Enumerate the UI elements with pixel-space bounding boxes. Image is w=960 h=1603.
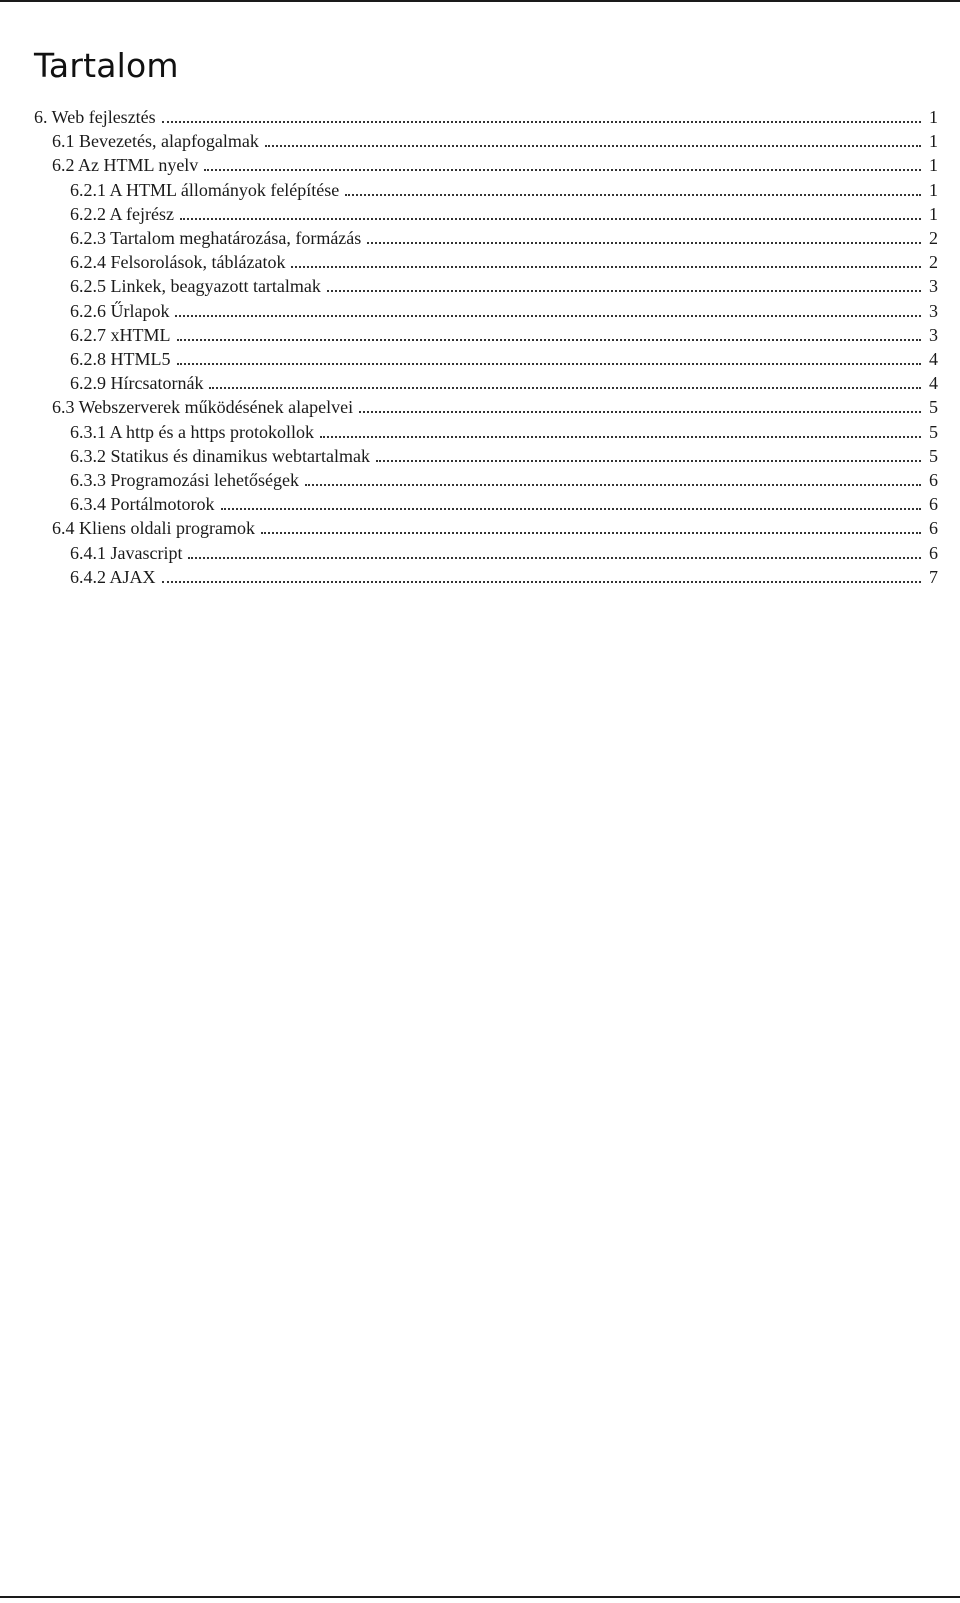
toc-dot-leader [359,410,921,413]
toc-entry-page: 1 [929,107,938,127]
toc-entry-page: 4 [929,349,938,369]
toc-dot-leader [204,168,921,171]
toc-entry[interactable] [70,565,938,589]
toc-entry[interactable] [70,250,938,274]
toc-entry-label: 6.2.4 Felsorolások, táblázatok [70,252,286,272]
toc-entry[interactable] [70,226,938,250]
page-title: Tartalom [34,46,179,85]
toc-entry-page: 6 [929,518,938,538]
toc-entry-page: 1 [929,180,938,200]
toc-entry-label: 6.3.4 Portálmotorok [70,494,215,514]
toc-dot-leader [305,483,921,486]
toc-dot-leader [261,531,921,534]
toc-entry-label: 6. Web fejlesztés [34,107,156,127]
toc-entry-label: 6.2 Az HTML nyelv [52,155,199,175]
toc-entry-label: 6.2.1 A HTML állományok felépítése [70,180,340,200]
toc-entry[interactable] [70,347,938,371]
toc-dot-leader [221,507,922,510]
toc-dot-leader [291,265,921,268]
toc-dot-leader [162,120,921,123]
toc-entry-label: 6.4 Kliens oldali programok [52,518,255,538]
toc-entry-label: 6.3.1 A http és a https protokollok [70,422,315,442]
toc-entry[interactable] [70,274,938,298]
toc-entry-page: 6 [929,543,938,563]
toc-dot-leader [376,459,921,462]
toc-entry-page: 6 [929,470,938,490]
toc-entry-page: 3 [929,325,938,345]
toc-entry[interactable] [70,323,938,347]
toc-entry-page: 3 [929,276,938,296]
toc-entry[interactable] [52,153,938,177]
toc-entry[interactable] [34,105,938,129]
toc-dot-leader [345,193,921,196]
toc-entry-page: 5 [929,422,938,442]
toc-dot-leader [177,338,922,341]
toc-entry[interactable] [52,129,938,153]
toc-entry-label: 6.2.9 Hírcsatornák [70,373,204,393]
toc-entry[interactable] [70,492,938,516]
toc-entry[interactable] [70,299,938,323]
toc-entry[interactable] [52,516,938,540]
toc-dot-leader [367,241,921,244]
toc-dot-leader [209,386,921,389]
toc-entry-page: 4 [929,373,938,393]
toc-dot-leader [175,314,921,317]
toc-entry-page: 2 [929,228,938,248]
toc-entry-label: 6.1 Bevezetés, alapfogalmak [52,131,259,151]
toc-entry-label: 6.2.8 HTML5 [70,349,171,369]
toc-entry[interactable] [70,420,938,444]
toc-dot-leader [320,435,921,438]
toc-entry-label: 6.4.2 AJAX [70,567,156,587]
toc-entry[interactable] [70,178,938,202]
toc-entry-page: 6 [929,494,938,514]
toc-entry-label: 6.4.1 Javascript [70,543,183,563]
toc-entry-page: 5 [929,397,938,417]
toc-entry-label: 6.3.2 Statikus és dinamikus webtartalmak [70,446,370,466]
toc-entry-page: 1 [929,204,938,224]
toc-dot-leader [265,144,921,147]
toc-dot-leader [177,362,922,365]
toc-entry-label: 6.3.3 Programozási lehetőségek [70,470,299,490]
toc-entry-label: 6.2.5 Linkek, beagyazott tartalmak [70,276,321,296]
toc-entry-label: 6.2.7 xHTML [70,325,171,345]
toc-entry-page: 1 [929,131,938,151]
toc-entry-label: 6.2.3 Tartalom meghatározása, formázás [70,228,362,248]
toc-entry[interactable] [70,371,938,395]
toc-entry[interactable] [70,468,938,492]
toc-entry-page: 5 [929,446,938,466]
bottom-rule [0,1596,960,1598]
toc-entry-label: 6.2.6 Űrlapok [70,301,170,321]
toc-dot-leader [327,289,921,292]
toc-entry[interactable] [70,444,938,468]
toc-entry-page: 3 [929,301,938,321]
toc-entry[interactable] [70,541,938,565]
toc-entry[interactable] [70,202,938,226]
toc-entry-page: 7 [929,567,938,587]
toc-entry-label: 6.2.2 A fejrész [70,204,174,224]
toc-dot-leader [180,217,921,220]
toc-entry-page: 2 [929,252,938,272]
toc-dot-leader [188,556,921,559]
toc-entry-label: 6.3 Webszerverek működésének alapelvei [52,397,354,417]
toc-dot-leader [162,580,921,583]
top-rule [0,0,960,2]
toc-entry-page: 1 [929,155,938,175]
toc-entry[interactable] [52,395,938,419]
